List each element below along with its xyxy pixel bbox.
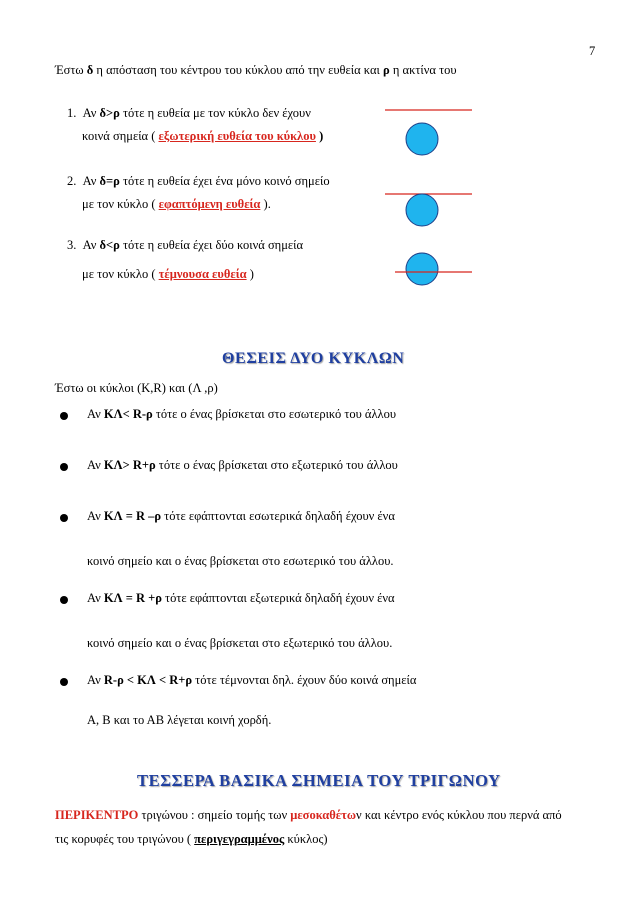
section-heading-triangle-points: ΤΕΣΣΕΡΑ ΒΑΣΙΚΑ ΣΗΜΕΙΑ ΤΟΥ ΤΡΙΓΩΝΟΥ <box>137 771 501 790</box>
case-1-line-2 <box>82 129 323 144</box>
case-text: με τον κύκλο ( <box>82 267 159 281</box>
case-text: Αν <box>82 174 100 188</box>
case-term: τέμνουσα ευθεία <box>158 267 247 281</box>
bullet-dot <box>60 412 68 420</box>
intro-rho: ρ <box>383 63 390 77</box>
bullet-item-4-continued: κοινό σημείο και ο ένας βρίσκεται στο εξωτερικό του άλλου. <box>87 636 393 650</box>
case-2-line-1 <box>67 174 330 189</box>
bullet-text: τότε εφάπτονται εσωτερικά δηλαδή έχουν ένα <box>161 509 395 523</box>
section-heading-two-circles: ΘΕΣΕΙΣ ΔΥΟ ΚΥΚΛΩΝ <box>222 350 405 367</box>
paragraph-text: τις κορυφές του τριγώνου ( <box>55 832 195 846</box>
bullet-item-5 <box>87 673 416 688</box>
bullet-condition: ΚΛ> R+ρ <box>103 458 156 472</box>
bullet-item-2 <box>87 458 398 473</box>
bullet-text: Αν <box>87 407 104 421</box>
bullet-text: τότε ο ένας βρίσκεται στο εσωτερικό του άλλου <box>152 407 397 421</box>
intro-text-1: Έστω <box>55 63 87 77</box>
page-number: 7 <box>589 44 596 58</box>
bullet-item-3-continued: κοινό σημείο και ο ένας βρίσκεται στο εσωτερικό του άλλου. <box>87 554 394 568</box>
case-text: κοινά σημεία ( <box>82 129 159 143</box>
case-term: εφαπτόμενη ευθεία <box>158 197 261 211</box>
case-text: Αν <box>82 238 100 252</box>
case-condition: δ<ρ <box>99 238 120 252</box>
paragraph-text: ν και κέντρο ενός κύκλου που περνά από <box>356 808 562 822</box>
case-3-line-1 <box>67 238 303 253</box>
bullet-dot <box>60 463 68 471</box>
bullet-text: τότε ο ένας βρίσκεται στο εξωτερικό του άλλου <box>155 458 398 472</box>
case-1-line-1 <box>67 106 311 121</box>
paragraph-text: κύκλος) <box>284 832 328 846</box>
case-text: Αν <box>82 106 100 120</box>
term-circumcenter: ΠΕΡΙΚΕΝΤΡΟ <box>55 808 139 822</box>
bullet-text: τότε εφάπτονται εξωτερικά δηλαδή έχουν ένα <box>161 591 395 605</box>
case-text: τότε η ευθεία με τον κύκλο δεν έχουν <box>119 106 311 120</box>
case-number: 3. <box>67 238 77 252</box>
case-text: τότε η ευθεία έχει ένα μόνο κοινό σημείο <box>119 174 330 188</box>
bullet-dot <box>60 678 68 686</box>
circumcenter-line-1 <box>55 808 562 823</box>
circle <box>406 253 438 285</box>
bullet-item-5-continued: Α, Β και το ΑΒ λέγεται κοινή χορδή. <box>87 713 272 727</box>
figure-secant-line <box>380 250 480 290</box>
bullet-dot <box>60 596 68 604</box>
bullet-condition: ΚΛ< R-ρ <box>103 407 153 421</box>
circle <box>406 194 438 226</box>
case-term: εξωτερική ευθεία του κύκλου <box>158 129 316 143</box>
paragraph-text: τριγώνου : σημείο τομής των <box>138 808 291 822</box>
case-text: με τον κύκλο ( <box>82 197 159 211</box>
case-text: ) <box>246 267 254 281</box>
case-3-line-2 <box>82 267 254 282</box>
case-condition: δ>ρ <box>99 106 120 120</box>
intro-delta: δ <box>86 63 94 77</box>
bullet-text: τότε τέμνονται δηλ. έχουν δύο κοινά σημεία <box>192 673 417 687</box>
case-2-line-2 <box>82 197 271 212</box>
bullet-condition: R-ρ < ΚΛ < R+ρ <box>103 673 193 687</box>
term-perpendicular-bisectors: μεσοκαθέτω <box>290 808 357 822</box>
case-text: ) <box>315 129 324 143</box>
bullet-item-4 <box>87 591 395 606</box>
bullet-text: Αν <box>87 673 104 687</box>
term-circumscribed: περιγεγραμμένος <box>194 832 285 846</box>
intro-text-2: η απόσταση του κέντρου του κύκλου από την ευθεία και <box>93 63 384 77</box>
bullet-condition: ΚΛ = R +ρ <box>103 591 162 605</box>
circle <box>406 123 438 155</box>
bullet-text: Αν <box>87 509 104 523</box>
case-number: 2. <box>67 174 77 188</box>
bullet-dot <box>60 514 68 522</box>
case-condition: δ=ρ <box>99 174 120 188</box>
section-intro: Έστω οι κύκλοι (Κ,R) και (Λ ,ρ) <box>55 381 218 395</box>
intro-line <box>55 63 457 78</box>
figure-tangent-line <box>380 190 480 240</box>
case-text: ). <box>260 197 271 211</box>
figure-external-line <box>380 106 480 156</box>
bullet-condition: ΚΛ = R –ρ <box>103 509 162 523</box>
case-text: τότε η ευθεία έχει δύο κοινά σημεία <box>119 238 304 252</box>
circumcenter-line-2 <box>55 832 328 847</box>
intro-text-3: η ακτίνα του <box>389 63 457 77</box>
bullet-text: Αν <box>87 591 104 605</box>
case-number: 1. <box>67 106 77 120</box>
bullet-text: Αν <box>87 458 104 472</box>
bullet-item-3 <box>87 509 395 524</box>
bullet-item-1 <box>87 407 396 422</box>
